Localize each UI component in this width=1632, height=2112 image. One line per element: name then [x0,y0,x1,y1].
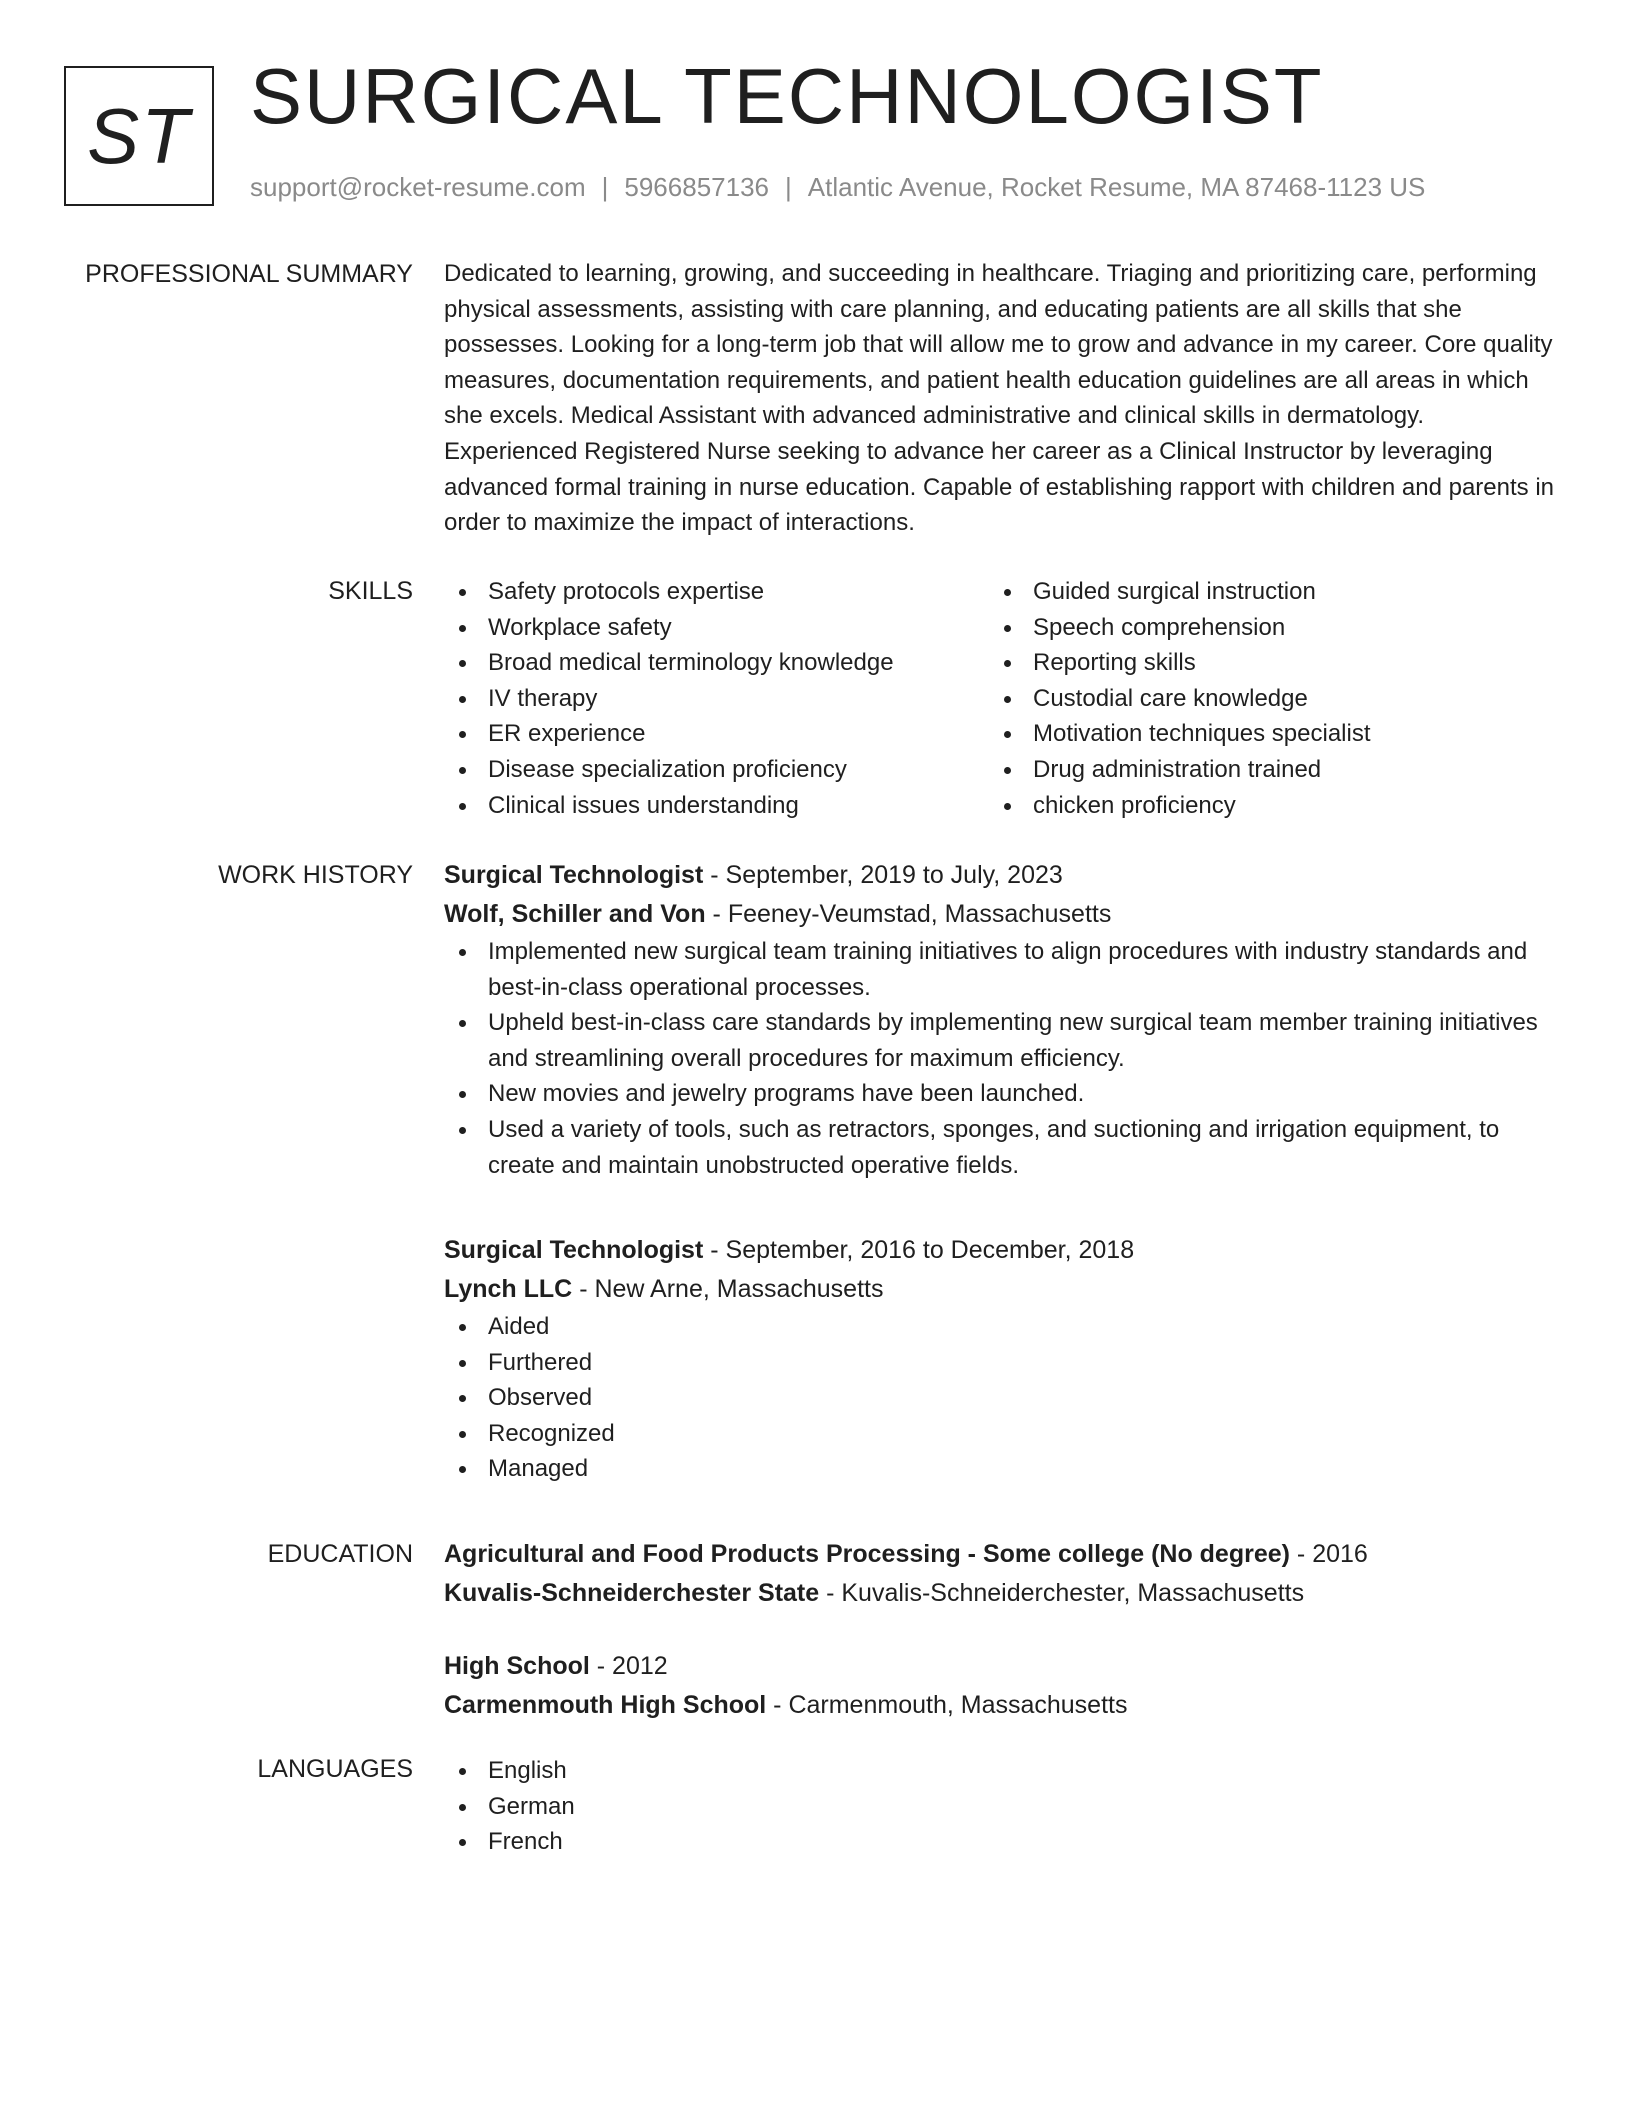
summary-text: Dedicated to learning, growing, and succeeding in healthcare. Triaging and prioritizing care, performing physical assessments, assisting with care planning, and educating patients are all skills that she possesses. Looking for a long-term job that will allow me to grow and advance in my career. Core quality measures, documentation requirements, and patient health education guidelines are all areas in which she excels. Medical Assistant with advanced administrative and clinical skills in dermatology. Experienced Registered Nurse seeking to advance her career as a Clinical Instructor by leveraging advanced formal training in nurse education. Capable of establishing rapport with children and parents in order to maximize the impact of interactions. [444,260,1555,537]
job-location: - New Arne, Massachusetts [572,1275,884,1303]
contact-line [250,172,1425,203]
job-company: Lynch LLC [444,1275,573,1303]
language-item: French [444,1824,1554,1860]
skill-item: chicken proficiency [989,788,1534,824]
skill-item: Clinical issues understanding [444,788,989,824]
language-item: English [444,1753,1554,1789]
education-location: - Carmenmouth, Massachusetts [766,1691,1128,1719]
job-dates: - September, 2016 to December, 2018 [703,1236,1135,1264]
skill-item: Workplace safety [444,610,989,646]
job-title: Surgical Technologist [444,861,704,889]
monogram-initials: ST [87,91,191,180]
education-school-line [444,1686,1554,1725]
education-degree: High School [444,1652,590,1680]
monogram-box [64,66,214,206]
section-heading-education: EDUCATION [267,1540,413,1568]
education-location: - Kuvalis-Schneiderchester, Massachusetts [819,1579,1305,1607]
skill-item: Broad medical terminology knowledge [444,645,989,681]
contact-email[interactable]: support@rocket-resume.com [250,172,586,202]
education-entry [444,1647,1554,1725]
skill-item: Drug administration trained [989,752,1534,788]
languages-list [444,1753,1554,1860]
section-heading-skills: SKILLS [328,577,413,605]
job-company-line [444,895,1554,934]
job-duty: Upheld best-in-class care standards by implementing new surgical team member training initiatives and streamlining overall procedures for maximum efficiency. [444,1005,1554,1076]
skill-item: Reporting skills [989,645,1534,681]
resume-title: SURGICAL TECHNOLOGIST [250,52,1324,140]
education-school-line [444,1574,1554,1613]
job-duty: Recognized [444,1416,1554,1452]
job-entry [444,856,1554,1183]
skill-item: Motivation techniques specialist [989,716,1534,752]
contact-separator: | [785,172,792,202]
skill-item: Guided surgical instruction [989,574,1534,610]
contact-phone[interactable]: 5966857136 [624,172,769,202]
contact-address: Atlantic Avenue, Rocket Resume, MA 87468-1123 US [807,172,1426,202]
education-year: - 2016 [1289,1540,1368,1568]
job-company: Wolf, Schiller and Von [444,900,706,928]
job-duties-list [444,934,1554,1183]
job-duty: Furthered [444,1345,1554,1381]
education-body [444,1535,1554,1613]
contact-separator: | [601,172,609,202]
education-entry [444,1535,1554,1613]
skills-list-right [989,574,1534,823]
skill-item: Safety protocols expertise [444,574,989,610]
job-duty: Implemented new surgical team training initiatives to align procedures with industry standards and best-in-class operational processes. [444,934,1554,1005]
skill-item: ER experience [444,716,989,752]
education-degree: Agricultural and Food Products Processing - Some college (No degree) [444,1540,1290,1568]
job-title: Surgical Technologist [444,1236,704,1264]
job-location: - Feeney-Veumstad, Massachusetts [705,900,1112,928]
skill-item: Speech comprehension [989,610,1534,646]
job-duty: Observed [444,1380,1554,1416]
job-dates: - September, 2019 to July, 2023 [703,861,1063,889]
job-duty: New movies and jewelry programs have been launched. [444,1076,1554,1112]
skill-item: Disease specialization proficiency [444,752,989,788]
job-title-line [444,856,1554,895]
job-entry [444,1231,1554,1487]
section-heading-work: WORK HISTORY [218,861,413,889]
skills-body [444,574,1554,823]
section-heading-summary: PROFESSIONAL SUMMARY [85,260,413,288]
education-year: - 2012 [589,1652,668,1680]
skills-list-left [444,574,989,823]
language-item: German [444,1789,1554,1825]
education-school: Carmenmouth High School [444,1691,767,1719]
job-title-line [444,1231,1554,1270]
education-degree-line [444,1647,1554,1686]
education-body-2 [444,1647,1554,1725]
job-duties-list [444,1309,1554,1487]
education-school: Kuvalis-Schneiderchester State [444,1579,820,1607]
languages-body [444,1753,1554,1860]
work-body-2 [444,1231,1554,1487]
job-duty: Managed [444,1451,1554,1487]
skill-item: IV therapy [444,681,989,717]
section-heading-languages: LANGUAGES [257,1755,413,1783]
job-duty: Aided [444,1309,1554,1345]
job-company-line [444,1270,1554,1309]
work-body [444,856,1554,1183]
education-degree-line [444,1535,1554,1574]
summary-body [444,256,1554,541]
job-duty: Used a variety of tools, such as retractors, sponges, and suctioning and irrigation equipment, to create and maintain unobstructed operative fields. [444,1112,1554,1183]
skill-item: Custodial care knowledge [989,681,1534,717]
